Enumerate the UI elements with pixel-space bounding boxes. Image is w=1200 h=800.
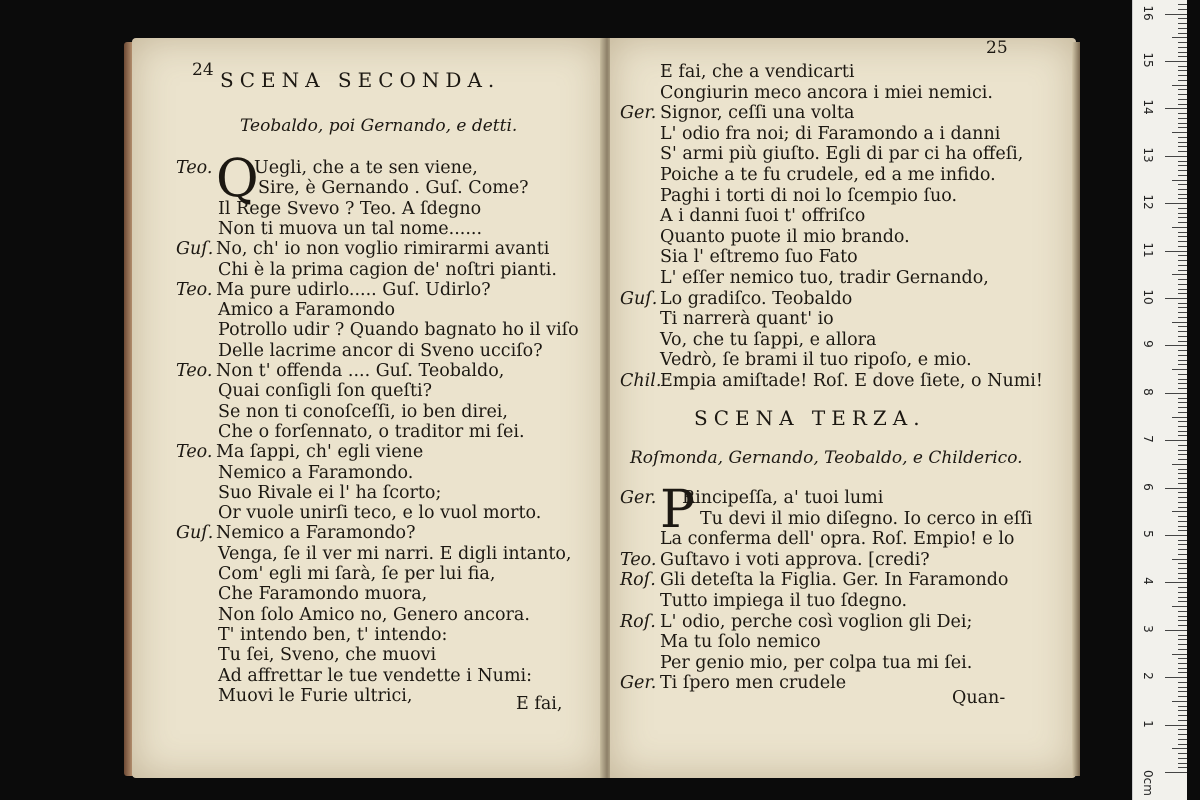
ruler-tick	[1178, 663, 1187, 664]
speaker-label: Chil.	[620, 371, 662, 391]
ruler-tick	[1178, 587, 1187, 588]
speaker-label: Roſ.	[620, 611, 656, 632]
line-text: L' eſſer nemico tuo, tradir Gernando,	[660, 268, 989, 288]
ruler-tick	[1178, 379, 1187, 380]
ruler-tick	[1172, 559, 1187, 560]
ruler-tick	[1178, 18, 1187, 19]
ruler-tick	[1178, 260, 1187, 261]
speaker-label: Teo.	[176, 279, 213, 300]
ruler-tick	[1178, 435, 1187, 436]
cast-list-right: Roſmonda, Gernando, Teobaldo, e Childerico.	[630, 448, 1023, 468]
ruler-tick	[1178, 454, 1187, 455]
ruler-tick	[1178, 142, 1187, 143]
cast-list-left: Teobaldo, poi Gernando, e detti.	[240, 116, 518, 136]
line-text: Gli deteſta la Figlia. Ger. In Faramondo	[660, 570, 1009, 591]
ruler-label: 14	[1141, 99, 1155, 116]
ruler-tick	[1178, 402, 1187, 403]
speaker-label: Ger.	[620, 673, 657, 694]
ruler-tick	[1172, 417, 1187, 418]
ruler-tick	[1172, 132, 1187, 133]
ruler-tick	[1178, 232, 1187, 233]
ruler-label: 16	[1141, 4, 1155, 21]
ruler-tick	[1178, 241, 1187, 242]
ruler-label: 10	[1141, 289, 1155, 305]
ruler-tick	[1165, 298, 1187, 299]
ruler-tick	[1178, 279, 1187, 280]
ruler-tick	[1178, 383, 1187, 384]
line-text: Ti ſpero men crudele	[660, 673, 847, 694]
catchword-right: Quan-	[952, 688, 1006, 708]
ruler-tick	[1172, 274, 1187, 275]
line-text: Signor, ceſſi una volta	[660, 103, 855, 124]
ruler-tick	[1178, 672, 1187, 673]
speaker-label: Ger.	[620, 488, 657, 508]
ruler-tick	[1178, 355, 1187, 356]
ruler-tick	[1178, 198, 1187, 199]
ruler-tick	[1178, 521, 1187, 522]
line-text: Che o forſennato, o traditor mi ſei.	[218, 421, 525, 442]
ruler-tick	[1178, 307, 1187, 308]
ruler-tick	[1178, 104, 1187, 105]
ruler-tick	[1165, 772, 1187, 773]
ruler-tick	[1178, 246, 1187, 247]
ruler-tick	[1178, 549, 1187, 550]
ruler-tick	[1178, 620, 1187, 621]
ruler-tick	[1178, 175, 1187, 176]
line-text: E fai, che a vendicarti	[660, 62, 855, 82]
ruler-tick	[1178, 208, 1187, 209]
ruler-tick	[1178, 407, 1187, 408]
ruler-label: 4	[1141, 577, 1155, 586]
line-text: Delle lacrime ancor di Sveno ucciſo?	[218, 340, 543, 361]
ruler-tick	[1178, 710, 1187, 711]
line-text: Vo, che tu ſappi, e allora	[660, 329, 877, 350]
ruler-tick	[1165, 203, 1187, 204]
ruler-tick	[1178, 478, 1187, 479]
ruler-label: 9	[1141, 340, 1155, 349]
ruler-tick	[1165, 677, 1187, 678]
scene-title-left: SCENA SECONDA.	[220, 68, 501, 92]
line-text: Potrollo udir ? Quando bagnato ho il viſo	[218, 320, 579, 341]
ruler-tick	[1165, 630, 1187, 631]
ruler-tick	[1172, 606, 1187, 607]
ruler-tick	[1178, 616, 1187, 617]
ruler-tick	[1178, 687, 1187, 688]
line-text: Se non ti conoſceſſi, io ben direi,	[218, 401, 508, 422]
ruler-tick	[1178, 9, 1187, 10]
ruler-tick	[1178, 194, 1187, 195]
line-text: Lo gradiſco. Teobaldo	[660, 288, 853, 309]
ruler-tick	[1165, 393, 1187, 394]
ruler-tick	[1178, 137, 1187, 138]
ruler-tick	[1178, 625, 1187, 626]
ruler-tick	[1178, 4, 1187, 5]
line-text: Nemico a Faramondo.	[218, 462, 414, 483]
ruler-label: 12	[1141, 194, 1155, 210]
right-page-edge	[1072, 42, 1080, 776]
ruler-label: 2	[1141, 672, 1155, 680]
ruler-tick	[1178, 66, 1187, 67]
ruler-tick	[1165, 535, 1187, 536]
line-text: Empia amiſtade! Roſ. E dove ſiete, o Numi!	[660, 371, 1043, 391]
line-text: Tu ſei, Sveno, che muovi	[218, 645, 437, 666]
ruler-tick	[1178, 23, 1187, 24]
ruler-tick	[1178, 123, 1187, 124]
drop-cap-left: Q	[216, 149, 259, 209]
ruler-tick	[1178, 303, 1187, 304]
ruler-tick	[1178, 611, 1187, 612]
line-text: Ma pure udirlo..... Guſ. Udirlo?	[216, 279, 491, 300]
ruler-tick	[1172, 180, 1187, 181]
ruler-tick	[1178, 483, 1187, 484]
line-text: L' odio, perche così voglion gli Dei;	[660, 611, 973, 632]
speaker-label: Guſ.	[176, 239, 214, 260]
line-text: Non ti muova un tal nome......	[218, 218, 483, 239]
line-text: Il Rege Svevo ? Teo. A ſdegno	[218, 198, 482, 219]
line-text: Venga, ſe il ver mi narri. E digli intanto,	[218, 543, 572, 564]
line-text: Nemico a Faramondo?	[216, 523, 416, 544]
ruler-tick	[1178, 236, 1187, 237]
ruler-tick	[1178, 530, 1187, 531]
ruler-tick	[1165, 345, 1187, 346]
line-text: Uegli, che a te sen viene,	[254, 158, 478, 178]
right-page-number: 25	[986, 38, 1008, 58]
ruler-tick	[1178, 331, 1187, 332]
ruler-tick	[1178, 184, 1187, 185]
ruler-tick	[1178, 744, 1187, 745]
ruler-label: 1	[1141, 719, 1155, 728]
ruler-tick	[1178, 350, 1187, 351]
line-text: Paghi i torti di noi lo ſcempio ſuo.	[660, 185, 958, 206]
ruler-label: 3	[1141, 624, 1155, 633]
ruler-tick	[1178, 563, 1187, 564]
ruler-tick	[1178, 668, 1187, 669]
line-text: Congiurin meco ancora i miei nemici.	[660, 82, 993, 103]
left-page-number: 24	[192, 60, 214, 80]
ruler-tick	[1178, 445, 1187, 446]
ruler-tick	[1165, 725, 1187, 726]
ruler-tick	[1172, 464, 1187, 465]
line-text: Ma ſappi, ch' egli viene	[216, 442, 424, 463]
ruler-tick	[1178, 450, 1187, 451]
ruler-tick	[1172, 511, 1187, 512]
speaker-label: Roſ.	[620, 570, 656, 591]
ruler-tick	[1178, 42, 1187, 43]
ruler-tick	[1165, 108, 1187, 109]
ruler-tick	[1178, 753, 1187, 754]
line-text: Poiche a te fu crudele, ed a me infido.	[660, 165, 996, 185]
ruler-tick	[1178, 56, 1187, 57]
ruler-tick	[1178, 473, 1187, 474]
ruler-tick	[1178, 52, 1187, 53]
measuring-ruler	[1132, 0, 1187, 800]
ruler-tick	[1178, 502, 1187, 503]
ruler-tick	[1178, 544, 1187, 545]
line-text: Sire, è Gernando . Guſ. Come?	[258, 178, 529, 199]
ruler-tick	[1178, 374, 1187, 375]
ruler-tick	[1178, 213, 1187, 214]
drop-cap-right: P	[660, 480, 695, 540]
ruler-tick	[1178, 284, 1187, 285]
line-text: Tutto impiega il tuo ſdegno.	[660, 591, 908, 611]
ruler-tick	[1165, 61, 1187, 62]
ruler-tick	[1172, 701, 1187, 702]
ruler-tick	[1178, 28, 1187, 29]
ruler-tick	[1178, 189, 1187, 190]
ruler-tick	[1165, 488, 1187, 489]
ruler-tick	[1178, 336, 1187, 337]
ruler-tick	[1178, 516, 1187, 517]
ruler-label: 5	[1141, 530, 1155, 538]
ruler-tick	[1178, 734, 1187, 735]
line-text: Che Faramondo muora,	[218, 584, 428, 605]
speaker-label: Ger.	[620, 103, 657, 124]
speaker-label: Guſ.	[176, 523, 214, 544]
line-text: S' armi più giuſto. Egli di par ci ha offeſi,	[660, 144, 1024, 165]
line-text: T' intendo ben, t' intendo:	[218, 624, 448, 645]
ruler-tick	[1178, 94, 1187, 95]
ruler-tick	[1178, 758, 1187, 759]
line-text: A i danni ſuoi t' offriſco	[660, 206, 866, 227]
ruler-tick	[1178, 715, 1187, 716]
ruler-tick	[1178, 431, 1187, 432]
ruler-tick	[1172, 748, 1187, 749]
line-text: Quanto puote il mio brando.	[660, 226, 910, 247]
ruler-tick	[1178, 720, 1187, 721]
ruler-tick	[1178, 649, 1187, 650]
ruler-tick	[1178, 398, 1187, 399]
ruler-tick	[1178, 691, 1187, 692]
ruler-tick	[1178, 341, 1187, 342]
ruler-tick	[1178, 526, 1187, 527]
ruler-tick	[1178, 70, 1187, 71]
line-text: La conferma dell' opra. Roſ. Empio! e lo	[660, 529, 1015, 550]
line-text: Muovi le Furie ultrici,	[218, 685, 413, 706]
ruler-tick	[1178, 165, 1187, 166]
line-text: Quai conſigli ſon queſti?	[218, 381, 433, 402]
ruler-tick	[1172, 37, 1187, 38]
ruler-tick	[1178, 360, 1187, 361]
ruler-tick	[1165, 251, 1187, 252]
ruler-tick	[1178, 578, 1187, 579]
ruler-tick	[1178, 317, 1187, 318]
ruler-tick	[1165, 582, 1187, 583]
ruler-tick	[1178, 469, 1187, 470]
ruler-tick	[1178, 597, 1187, 598]
line-text: L' odio fra noi; di Faramondo a i danni	[660, 123, 1001, 144]
ruler-tick	[1165, 156, 1187, 157]
ruler-tick	[1178, 682, 1187, 683]
ruler-tick	[1178, 146, 1187, 147]
ruler-label: 13	[1141, 147, 1155, 163]
ruler-label: 11	[1141, 241, 1155, 258]
ruler-tick	[1178, 89, 1187, 90]
ruler-tick	[1178, 255, 1187, 256]
ruler-tick	[1178, 639, 1187, 640]
ruler-tick	[1178, 364, 1187, 365]
ruler-label: 7	[1141, 435, 1155, 443]
ruler-tick	[1178, 388, 1187, 389]
ruler-tick	[1178, 161, 1187, 162]
ruler-tick	[1165, 440, 1187, 441]
ruler-tick	[1178, 99, 1187, 100]
line-text: Per genio mio, per colpa tua mi ſei.	[660, 652, 973, 673]
ruler-tick	[1178, 497, 1187, 498]
ruler-tick	[1178, 127, 1187, 128]
speaker-label: Teo.	[176, 442, 213, 463]
ruler-tick	[1178, 118, 1187, 119]
ruler-tick	[1178, 113, 1187, 114]
line-text: Ad affrettar le tue vendette i Numi:	[218, 665, 533, 686]
ruler-unit-label: 0cm	[1141, 770, 1155, 796]
ruler-tick	[1172, 654, 1187, 655]
line-text: Suo Rivale ei l' ha ſcorto;	[218, 482, 442, 503]
ruler-tick	[1178, 635, 1187, 636]
line-text: Non t' offenda .... Guſ. Teobaldo,	[216, 361, 505, 381]
ruler-tick	[1178, 658, 1187, 659]
ruler-tick	[1178, 170, 1187, 171]
ruler-tick	[1178, 80, 1187, 81]
ruler-tick	[1178, 601, 1187, 602]
line-text: Guſtavo i voti approva. [credi?	[660, 549, 930, 570]
ruler-tick	[1178, 151, 1187, 152]
ruler-tick	[1178, 507, 1187, 508]
ruler-tick	[1178, 696, 1187, 697]
ruler-tick	[1165, 14, 1187, 15]
line-text: Vedrò, ſe brami il tuo ripoſo, e mio.	[660, 350, 972, 371]
line-text: Non ſolo Amico no, Genero ancora.	[218, 604, 530, 625]
line-text: Com' egli mi ſarà, ſe per lui fia,	[218, 564, 496, 584]
line-text: Or vuole unirſi teco, e lo vuol morto.	[218, 503, 542, 524]
ruler-tick	[1178, 265, 1187, 266]
ruler-tick	[1178, 75, 1187, 76]
ruler-label: 15	[1141, 52, 1155, 68]
ruler-label: 6	[1141, 482, 1155, 491]
speaker-label: Teo.	[176, 158, 213, 178]
ruler-tick	[1178, 293, 1187, 294]
ruler-tick	[1178, 222, 1187, 223]
ruler-tick	[1178, 739, 1187, 740]
speaker-label: Guſ.	[620, 288, 658, 309]
ruler-tick	[1178, 289, 1187, 290]
ruler-tick	[1178, 421, 1187, 422]
speaker-label: Teo.	[620, 549, 657, 570]
ruler-tick	[1178, 33, 1187, 34]
ruler-label: 8	[1141, 387, 1155, 396]
ruler-tick	[1178, 644, 1187, 645]
ruler-tick	[1178, 492, 1187, 493]
ruler-tick	[1178, 763, 1187, 764]
ruler-tick	[1178, 326, 1187, 327]
ruler-tick	[1178, 706, 1187, 707]
ruler-tick	[1178, 573, 1187, 574]
ruler-tick	[1178, 47, 1187, 48]
line-text: No, ch' io non voglio rimirarmi avanti	[216, 239, 550, 260]
ruler-tick	[1178, 412, 1187, 413]
ruler-tick	[1172, 369, 1187, 370]
ruler-tick	[1178, 217, 1187, 218]
line-text: Sia l' eſtremo ſuo Fato	[660, 247, 858, 268]
line-text: Amico a Faramondo	[218, 300, 396, 321]
line-text: Tu devi il mio diſegno. Io cerco in eſſi	[700, 508, 1033, 529]
ruler-tick	[1172, 227, 1187, 228]
ruler-tick	[1178, 459, 1187, 460]
ruler-tick	[1172, 85, 1187, 86]
line-text: Ma tu ſolo nemico	[660, 632, 821, 653]
ruler-tick	[1178, 540, 1187, 541]
line-text: Rincipeſſa, a' tuoi lumi	[682, 488, 884, 508]
ruler-tick	[1178, 592, 1187, 593]
ruler-tick	[1178, 568, 1187, 569]
ruler-tick	[1178, 767, 1187, 768]
ruler-tick	[1178, 312, 1187, 313]
ruler-tick	[1172, 322, 1187, 323]
line-text: Chi è la prima cagion de' noſtri pianti.	[218, 259, 557, 280]
ruler-tick	[1178, 729, 1187, 730]
catchword-left: E fai,	[516, 694, 563, 714]
scene-title-right: SCENA TERZA.	[694, 406, 926, 430]
ruler-tick	[1178, 270, 1187, 271]
speaker-label: Teo.	[176, 361, 213, 381]
ruler-tick	[1178, 554, 1187, 555]
ruler-tick	[1178, 426, 1187, 427]
line-text: Ti narrerà quant' io	[660, 309, 834, 330]
